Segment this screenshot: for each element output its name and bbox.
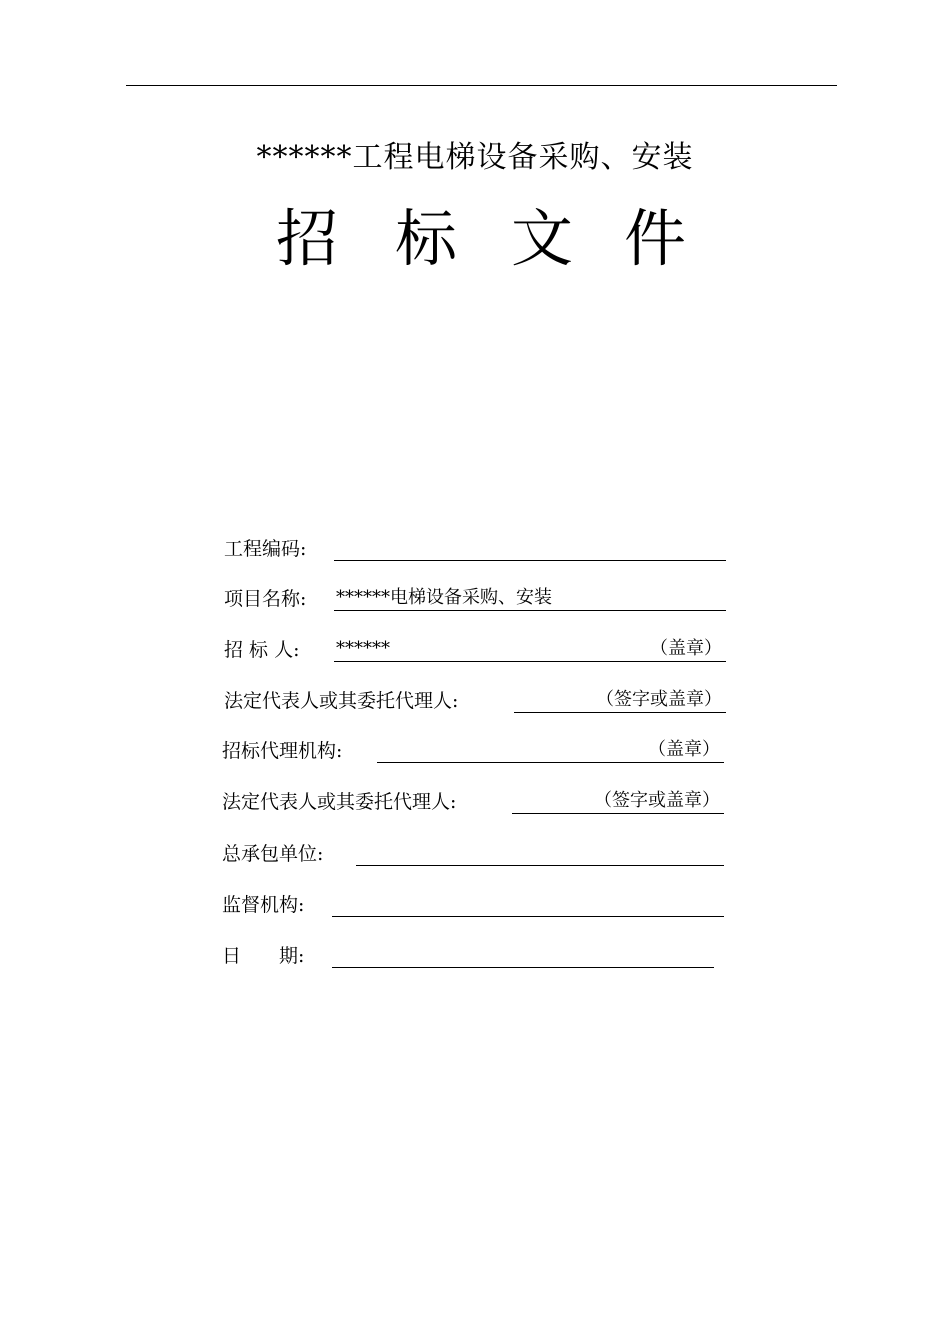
legal-rep-1-row (224, 688, 728, 714)
project-code-label: 工程编码: (224, 538, 307, 560)
project-name-field[interactable] (334, 586, 726, 611)
legal-rep-2-sign-note: （签字或盖章） (594, 790, 720, 811)
project-code-row (224, 536, 728, 562)
header-rule (126, 85, 837, 86)
agency-row (222, 738, 726, 764)
project-name-value: ******电梯设备采购、安装 (336, 587, 552, 608)
document-title (0, 200, 950, 280)
legal-rep-2-row (222, 789, 726, 815)
tenderer-field[interactable] (334, 637, 726, 662)
title-char-1: 招 (275, 202, 338, 275)
project-code-field[interactable] (334, 536, 726, 561)
legal-rep-1-label: 法定代表人或其委托代理人: (224, 690, 459, 712)
agency-field[interactable] (377, 738, 724, 763)
general-contractor-label: 总承包单位: (222, 843, 324, 865)
general-contractor-row (222, 841, 726, 867)
date-row (222, 943, 716, 969)
title-char-2: 标 (394, 202, 457, 275)
general-contractor-field[interactable] (356, 841, 724, 866)
tenderer-value: ****** (336, 638, 390, 659)
project-subtitle: ******工程电梯设备采购、安装 (256, 140, 694, 175)
tenderer-label: 招 标 人: (224, 639, 300, 661)
tenderer-seal-note: （盖章） (650, 638, 722, 659)
agency-seal-note: （盖章） (648, 739, 720, 760)
legal-rep-1-field[interactable] (514, 688, 726, 713)
supervision-row (222, 892, 726, 918)
legal-rep-2-field[interactable] (512, 789, 724, 814)
legal-rep-2-label: 法定代表人或其委托代理人: (222, 791, 457, 813)
legal-rep-1-sign-note: （签字或盖章） (596, 689, 722, 710)
project-name-label: 项目名称: (224, 588, 307, 610)
date-label: 日 期: (222, 945, 305, 967)
project-name-row (224, 586, 728, 612)
supervision-field[interactable] (332, 892, 724, 917)
tenderer-row (224, 637, 728, 663)
supervision-label: 监督机构: (222, 894, 305, 916)
agency-label: 招标代理机构: (222, 740, 343, 762)
title-char-4: 件 (623, 202, 686, 275)
date-field[interactable] (332, 943, 714, 968)
title-char-3: 文 (510, 202, 573, 275)
